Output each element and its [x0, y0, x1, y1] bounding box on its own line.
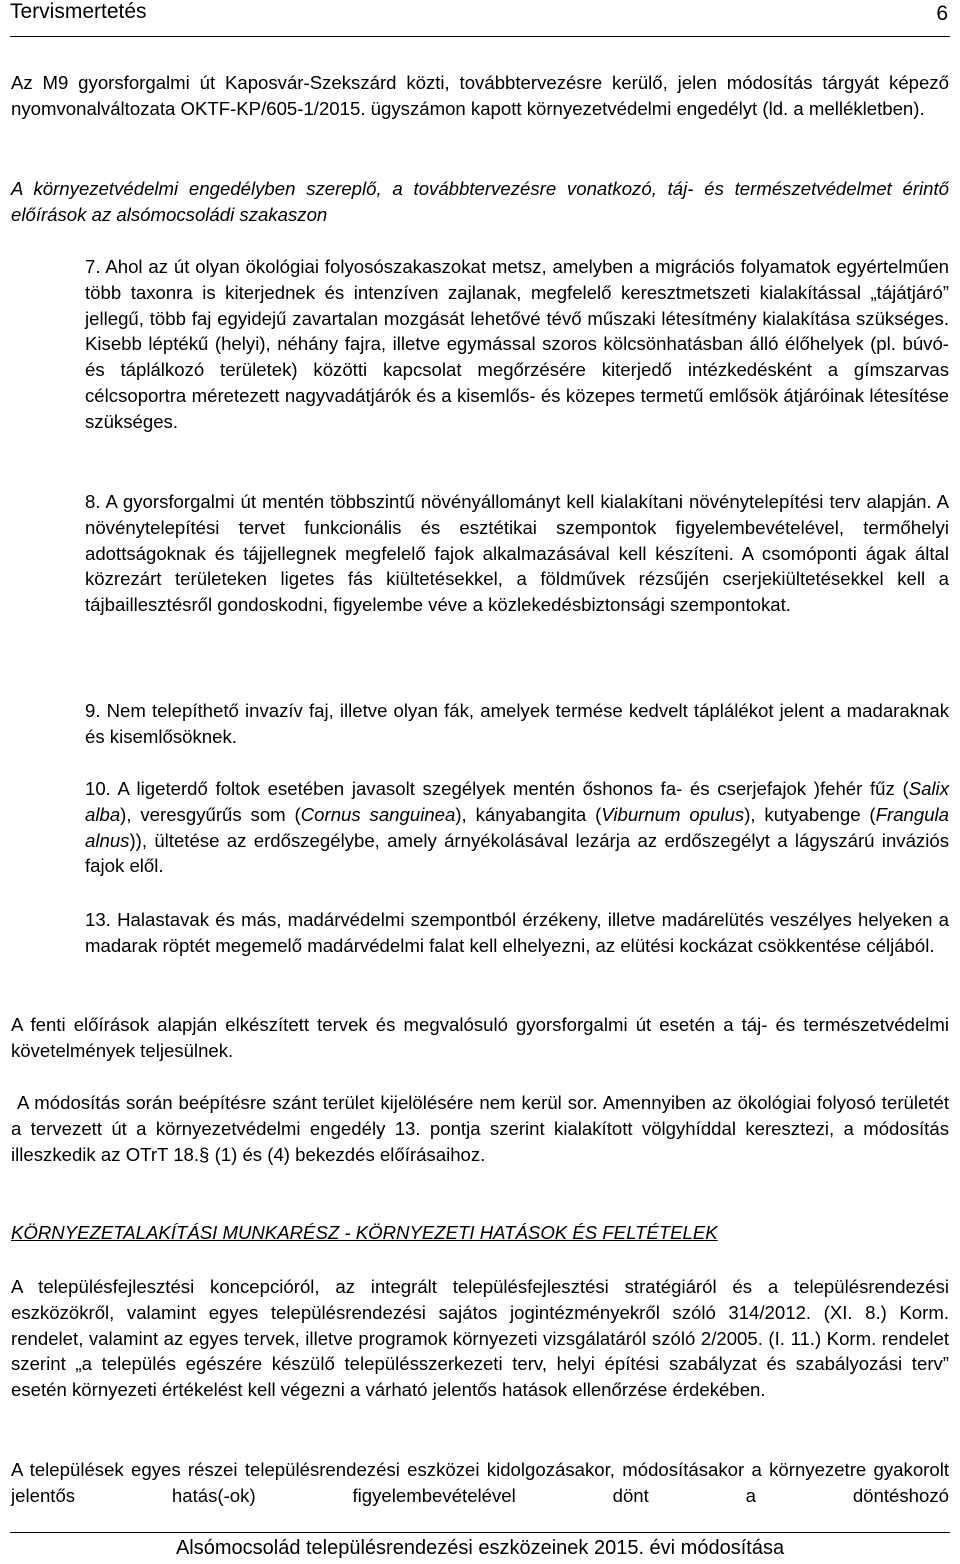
species-name: Cornus sanguinea: [300, 803, 456, 825]
item-9: 9. Nem telepíthető invazív faj, illetve olyan fák, amelyek termése kedvelt táplálékot jelent a madaraknak és kisemlősöknek.: [85, 700, 949, 747]
species-name: Frangula alnus: [85, 803, 950, 851]
page-number: 6: [936, 2, 948, 25]
item-10: [85, 776, 949, 879]
item-10-text: ), kutyabenge (: [744, 803, 876, 825]
item-10-text: ), veresgyűrűs som (: [120, 803, 301, 825]
item-7: 7. Ahol az út olyan ökológiai folyosószakaszokat metsz, amelyben a migrációs folyamatok egyértelműen több taxonra is kiterjednek és intenzíven zajlanak, megfelelő keresztmetszeti kialakítással „tájátjáró” jellegű, több faj egyidejű zavartalan mozgását lehetővé tévő műszaki létesítmény kialakítása szükséges. Kisebb léptékű (helyi), néhány fajra, illetve egymással szoros kölcsönhatásban álló élőhelyek (pl. búvó- és táplálkozó területek) közötti kapcsolat megőrzésére kiterjedő intézkedésként a gímszarvas célcsoportra méretezett nagyvadátjárók és a kisemlős- és közepes termetű emlősök átjáróinak létesítése szükséges.: [85, 256, 949, 432]
last-paragraph: A települések egyes részei településrendezési eszközei kidolgozásakor, módosításakor a környezetre gyakorolt jelentős hatás(-ok) figyelembevételével dönt a döntéshozó: [11, 1459, 949, 1506]
intro-paragraph: Az M9 gyorsforgalmi út Kaposvár-Szekszárd közti, továbbtervezésre kerülő, jelen módosítás tárgyát képező nyomvonalváltozata OKTF-KP/605-1/2015. ügyszámon kapott környezetvédelmi engedélyt (ld. a mellékletben).: [11, 72, 949, 119]
page-footer: [10, 1532, 950, 1564]
item-10-text: ), kányabangita (: [455, 803, 602, 825]
item-13: 13. Halastavak és más, madárvédelmi szempontból érzékeny, illetve madárelütés veszélyes helyeken a madarak röptét megemelő madárvédelmi falat kell elhelyezni, az elütési kockázat csökkentése céljából.: [85, 909, 949, 956]
section-heading: A környezetvédelmi engedélyben szereplő, a továbbtervezésre vonatkozó, táj- és természetvédelmet érintő előírások az alsómocsoládi szakaszon: [11, 178, 949, 225]
document-title: Tervismertetés: [10, 0, 147, 23]
page-header: [10, 0, 950, 37]
species-name: Salix alba: [85, 778, 949, 825]
species-name: Viburnum opulus: [601, 803, 745, 825]
footer-text: Alsómocsolád településrendezési eszközeinek 2015. évi módosítása: [175, 1537, 785, 1559]
environment-heading: KÖRNYEZETALAKÍTÁSI MUNKARÉSZ - KÖRNYEZETI HATÁSOK ÉS FELTÉTELEK: [11, 1222, 718, 1243]
modification-paragraph: A módosítás során beépítésre szánt terület kijelölésére nem kerül sor. Amennyiben az ökológiai folyosó területét a tervezett út a környezetvédelmi engedély 13. pontja szerint kialakított völgyhíddal keresztezi, a módosítás illeszkedik az OTrT 18.§ (1) és (4) bekezdés előírásaihoz.: [11, 1092, 955, 1165]
item-8: 8. A gyorsforgalmi út mentén többszintű növényállományt kell kialakítani növénytelepítési terv alapján. A növénytelepítési tervet funkcionális és esztétikai szempontok figyelembevételével, termőhelyi adottságoknak és tájjellegnek megfelelő fajok alkalmazásával kell készíteni. A csomóponti ágak által közrezárt területeken ligetes fás kiültetésekkel, a földművek rézsűjén cserjekiültetésekkel kell a tájbaillesztésről gondoskodni, figyelembe véve a közlekedésbiztonsági szempontokat.: [85, 491, 949, 616]
item-10-text: 10. A ligeterdő foltok esetében javasolt szegélyek mentén őshonos fa- és cserjefajok )fehér fűz (: [85, 778, 909, 799]
law-paragraph: A településfejlesztési koncepcióról, az integrált településfejlesztési stratégiáról és a településrendezési eszközökről, valamint egyes településrendezési sajátos jogintézményekről szóló 314/2012. (XI. 8.) Korm. rendelet, valamint az egyes tervek, illetve programok környezeti vizsgálatáról szóló 2/2005. (I. 11.) Korm. rendelet szerint „a település egészére készülő településszerkezeti terv, helyi építési szabályzat és szabályozási terv” esetén környezeti értékelést kell végezni a várható jelentős hatások ellenőrzése érdekében.: [11, 1276, 949, 1401]
item-10-text: )), ültetése az erdőszegélybe, amely árnyékolásával lezárja az erdőszegélyt a lágyszárú inváziós fajok elől.: [85, 829, 949, 877]
conclusion-paragraph: A fenti előírások alapján elkészített tervek és megvalósuló gyorsforgalmi út esetén a táj- és természetvédelmi követelmények teljesülnek.: [11, 1014, 949, 1061]
